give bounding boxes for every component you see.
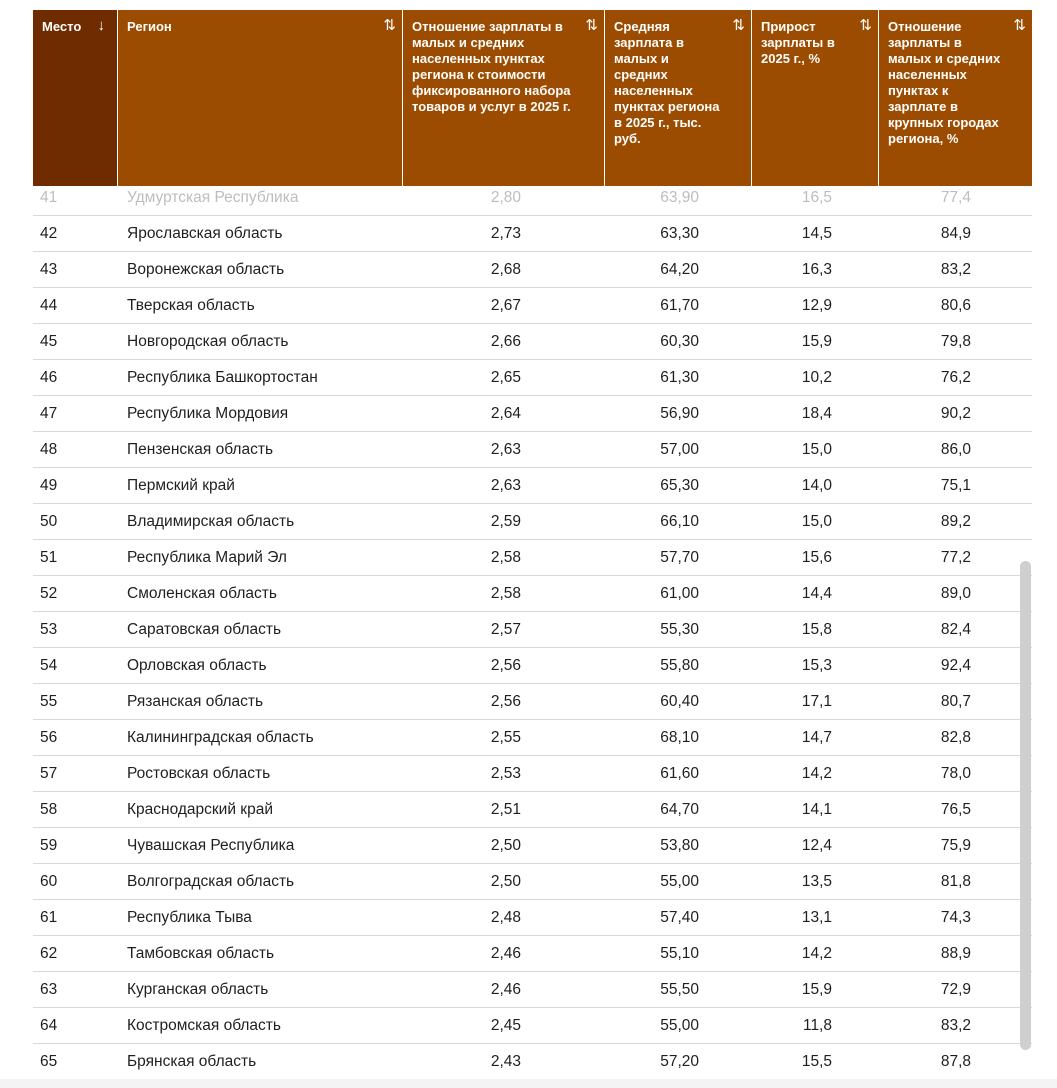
cell-ratio: 2,57 [490, 620, 521, 638]
cell-growth: 14,2 [801, 944, 832, 962]
cell-ratio: 2,45 [490, 1016, 521, 1034]
cell-growth: 15,8 [801, 620, 832, 638]
cell-growth: 15,0 [801, 440, 832, 458]
cell-salary: 61,00 [660, 584, 699, 602]
cell-share: 75,9 [940, 836, 971, 854]
cell-share: 87,8 [940, 1052, 971, 1070]
cell-place: 52 [40, 584, 58, 602]
sort-toggle-icon[interactable]: ⇅ [585, 17, 596, 34]
cell-growth: 16,3 [801, 260, 832, 278]
cell-region: Воронежская область [127, 260, 285, 278]
table-row [33, 612, 1032, 648]
cell-ratio: 2,64 [490, 404, 521, 422]
cell-ratio: 2,59 [490, 512, 521, 530]
cell-ratio: 2,56 [490, 692, 521, 710]
cell-salary: 56,90 [660, 404, 699, 422]
table-row [33, 540, 1032, 576]
table-row [33, 756, 1032, 792]
table-row [33, 324, 1032, 360]
cell-salary: 61,70 [660, 296, 699, 314]
cell-region: Рязанская область [127, 692, 264, 710]
table-row [33, 1008, 1032, 1044]
cell-region: Республика Тыва [127, 908, 252, 926]
cell-ratio: 2,63 [490, 440, 521, 458]
cell-salary: 68,10 [660, 728, 699, 746]
table-row [33, 900, 1032, 936]
table-row [33, 792, 1032, 828]
column-header-ratio-label: Отношение зарплаты в малых и средних населенных пунктах региона к стоимости фиксированного набора товаров и услуг в 2025 г. [412, 19, 571, 114]
cell-region: Республика Мордовия [127, 404, 289, 422]
cell-share: 78,0 [940, 764, 971, 782]
cell-region: Курганская область [127, 980, 269, 998]
cell-share: 84,9 [940, 224, 971, 242]
cell-growth: 14,5 [801, 224, 832, 242]
cell-growth: 18,4 [801, 404, 832, 422]
cell-share: 83,2 [940, 260, 971, 278]
cell-region: Удмуртская Республика [127, 188, 299, 206]
cell-ratio: 2,48 [490, 908, 521, 926]
cell-growth: 15,3 [801, 656, 832, 674]
column-header-share[interactable] [879, 10, 1032, 186]
cell-salary: 63,90 [660, 188, 699, 206]
cell-place: 45 [40, 332, 58, 350]
cell-salary: 57,00 [660, 440, 699, 458]
table-row [33, 720, 1032, 756]
cell-place: 57 [40, 764, 58, 782]
cell-place: 65 [40, 1052, 58, 1070]
cell-salary: 66,10 [660, 512, 699, 530]
cell-growth: 15,5 [801, 1052, 832, 1070]
table-row [33, 576, 1032, 612]
column-header-salary-label: Средняя зарплата в малых и средних населенных пунктах региона в 2025 г., тыс. руб. [614, 19, 720, 146]
column-header-place-label: Место [42, 19, 82, 34]
cell-region: Волгоградская область [127, 872, 295, 890]
cell-share: 75,1 [940, 476, 971, 494]
cell-share: 76,5 [940, 800, 971, 818]
column-header-region-label: Регион [127, 19, 172, 34]
cell-region: Брянская область [127, 1052, 257, 1070]
cell-growth: 15,9 [801, 980, 832, 998]
cell-growth: 14,2 [801, 764, 832, 782]
table-body [33, 180, 1032, 1080]
cell-salary: 63,30 [660, 224, 699, 242]
table-row [33, 504, 1032, 540]
cell-salary: 64,20 [660, 260, 699, 278]
cell-salary: 60,30 [660, 332, 699, 350]
cell-region: Республика Марий Эл [127, 548, 287, 566]
cell-share: 72,9 [940, 980, 971, 998]
cell-region: Саратовская область [127, 620, 282, 638]
cell-growth: 14,1 [801, 800, 832, 818]
cell-region: Новгородская область [127, 332, 289, 350]
cell-salary: 55,50 [660, 980, 699, 998]
cell-ratio: 2,67 [490, 296, 521, 314]
cell-growth: 12,4 [801, 836, 832, 854]
table-row [33, 828, 1032, 864]
cell-place: 47 [40, 404, 58, 422]
cell-salary: 55,00 [660, 1016, 699, 1034]
column-header-ratio[interactable] [403, 10, 605, 186]
table-row [33, 252, 1032, 288]
cell-place: 59 [40, 836, 58, 854]
cell-region: Пензенская область [127, 440, 274, 458]
cell-place: 46 [40, 368, 58, 386]
cell-place: 49 [40, 476, 58, 494]
cell-ratio: 2,55 [490, 728, 521, 746]
table-row [33, 468, 1032, 504]
table-row [33, 936, 1032, 972]
cell-region: Тамбовская область [127, 944, 275, 962]
cell-salary: 57,70 [660, 548, 699, 566]
sort-toggle-icon[interactable]: ⇅ [859, 17, 870, 34]
cell-region: Краснодарский край [127, 800, 273, 818]
ranking-table [33, 10, 1032, 1082]
cell-ratio: 2,43 [490, 1052, 521, 1070]
table-row [33, 288, 1032, 324]
cell-place: 48 [40, 440, 58, 458]
cell-growth: 15,6 [801, 548, 832, 566]
cell-place: 42 [40, 224, 58, 242]
cell-growth: 12,9 [801, 296, 832, 314]
column-header-place[interactable] [33, 10, 118, 186]
cell-share: 74,3 [940, 908, 971, 926]
cell-region: Республика Башкортостан [127, 368, 318, 386]
cell-share: 88,9 [940, 944, 971, 962]
column-header-share-label: Отношение зарплаты в малых и средних населенных пунктах к зарплате в крупных городах региона, % [888, 19, 1001, 146]
cell-growth: 15,0 [801, 512, 832, 530]
cell-salary: 64,70 [660, 800, 699, 818]
cell-region: Пермский край [127, 476, 235, 494]
cell-region: Тверская область [127, 296, 255, 314]
cell-share: 90,2 [940, 404, 971, 422]
cell-growth: 15,9 [801, 332, 832, 350]
cell-region: Калининградская область [127, 728, 314, 746]
table-row [33, 216, 1032, 252]
cell-share: 80,7 [940, 692, 971, 710]
cell-growth: 14,7 [801, 728, 832, 746]
cell-salary: 60,40 [660, 692, 699, 710]
cell-growth: 13,1 [801, 908, 832, 926]
sort-toggle-icon[interactable]: ⇅ [1013, 17, 1024, 34]
cell-growth: 13,5 [801, 872, 832, 890]
column-header-growth[interactable] [752, 10, 879, 186]
column-header-region[interactable] [118, 10, 403, 186]
page-bottom-edge [0, 1079, 1057, 1088]
cell-growth: 14,4 [801, 584, 832, 602]
cell-share: 83,2 [940, 1016, 971, 1034]
sort-toggle-icon[interactable]: ⇅ [732, 17, 743, 34]
cell-place: 50 [40, 512, 58, 530]
cell-ratio: 2,73 [490, 224, 521, 242]
cell-share: 76,2 [940, 368, 971, 386]
cell-ratio: 2,56 [490, 656, 521, 674]
cell-place: 61 [40, 908, 58, 926]
cell-salary: 57,20 [660, 1052, 699, 1070]
cell-place: 60 [40, 872, 58, 890]
cell-place: 62 [40, 944, 58, 962]
table-row [33, 360, 1032, 396]
cell-salary: 55,10 [660, 944, 699, 962]
cell-ratio: 2,63 [490, 476, 521, 494]
sort-toggle-icon[interactable]: ⇅ [383, 17, 394, 34]
cell-salary: 55,00 [660, 872, 699, 890]
cell-share: 92,4 [940, 656, 971, 674]
cell-ratio: 2,46 [490, 980, 521, 998]
cell-ratio: 2,66 [490, 332, 521, 350]
cell-ratio: 2,51 [490, 800, 521, 818]
cell-share: 77,2 [940, 548, 971, 566]
cell-ratio: 2,50 [490, 836, 521, 854]
column-header-growth-label: Прирост зарплаты в 2025 г., % [761, 19, 835, 66]
cell-growth: 10,2 [801, 368, 832, 386]
cell-place: 56 [40, 728, 58, 746]
cell-ratio: 2,53 [490, 764, 521, 782]
cell-place: 58 [40, 800, 58, 818]
cell-growth: 16,5 [801, 188, 832, 206]
cell-place: 53 [40, 620, 58, 638]
cell-salary: 53,80 [660, 836, 699, 854]
cell-salary: 61,60 [660, 764, 699, 782]
table-row [33, 648, 1032, 684]
cell-ratio: 2,58 [490, 584, 521, 602]
cell-place: 54 [40, 656, 58, 674]
cell-salary: 55,80 [660, 656, 699, 674]
cell-place: 44 [40, 296, 58, 314]
cell-region: Костромская область [127, 1016, 281, 1034]
cell-place: 64 [40, 1016, 58, 1034]
table-header [33, 10, 1032, 186]
cell-place: 41 [40, 188, 58, 206]
table-row [33, 1044, 1032, 1080]
cell-place: 43 [40, 260, 58, 278]
cell-place: 51 [40, 548, 58, 566]
table-row [33, 684, 1032, 720]
cell-ratio: 2,58 [490, 548, 521, 566]
cell-growth: 17,1 [801, 692, 832, 710]
cell-growth: 11,8 [802, 1016, 832, 1034]
table-row [33, 432, 1032, 468]
cell-place: 63 [40, 980, 58, 998]
cell-share: 82,8 [940, 728, 971, 746]
cell-ratio: 2,65 [490, 368, 521, 386]
cell-growth: 14,0 [801, 476, 832, 494]
cell-share: 77,4 [940, 188, 971, 206]
cell-region: Чувашская Республика [127, 836, 295, 854]
vertical-scrollbar[interactable] [1020, 561, 1031, 1050]
cell-ratio: 2,50 [490, 872, 521, 890]
cell-region: Смоленская область [127, 584, 277, 602]
cell-region: Владимирская область [127, 512, 295, 530]
cell-share: 80,6 [940, 296, 971, 314]
cell-salary: 65,30 [660, 476, 699, 494]
cell-share: 82,4 [940, 620, 971, 638]
column-header-salary[interactable] [605, 10, 752, 186]
cell-share: 81,8 [940, 872, 971, 890]
cell-share: 89,0 [940, 584, 971, 602]
cell-ratio: 2,46 [490, 944, 521, 962]
cell-ratio: 2,80 [490, 188, 521, 206]
table-row [33, 864, 1032, 900]
cell-share: 89,2 [940, 512, 971, 530]
cell-region: Ростовская область [127, 764, 271, 782]
cell-place: 55 [40, 692, 58, 710]
cell-salary: 61,30 [660, 368, 699, 386]
table-row [33, 396, 1032, 432]
cell-salary: 57,40 [660, 908, 699, 926]
cell-share: 79,8 [940, 332, 971, 350]
cell-ratio: 2,68 [490, 260, 521, 278]
cell-region: Ярославская область [127, 224, 283, 242]
sort-descending-icon[interactable]: ↓ [97, 17, 105, 34]
table-row [33, 972, 1032, 1008]
cell-salary: 55,30 [660, 620, 699, 638]
cell-share: 86,0 [940, 440, 971, 458]
cell-region: Орловская область [127, 656, 267, 674]
